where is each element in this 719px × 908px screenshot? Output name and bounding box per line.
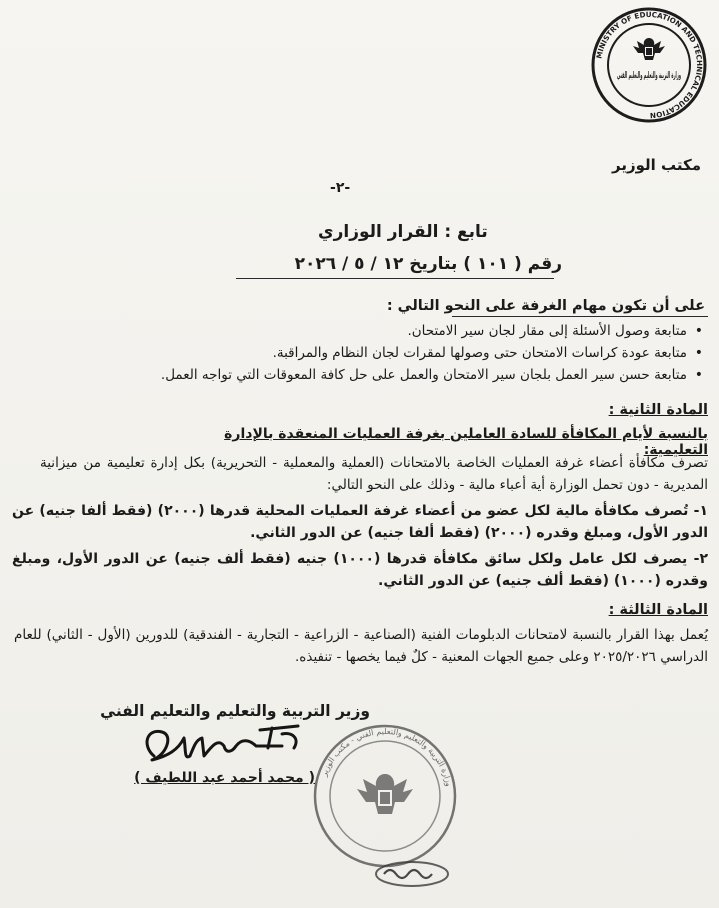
svg-text:MINISTRY OF EDUCATION AND TECH bbox=[594, 10, 704, 120]
minister-title: وزير التربية والتعليم والتعليم الفني bbox=[100, 702, 370, 720]
logo-ring-text: MINISTRY OF EDUCATION AND TECHNICAL EDUCATION bbox=[594, 9, 705, 121]
article-three-title: المادة الثالثة : bbox=[608, 602, 708, 618]
ministry-logo bbox=[590, 6, 708, 124]
decree-title: تابع : القرار الوزاري bbox=[318, 222, 488, 242]
article-two-title: المادة الثانية : bbox=[608, 402, 708, 418]
logo-arabic-text: وزارة التربية والتعليم والتعليم الفني bbox=[617, 71, 681, 81]
article-two-subtitle: بالنسبة لأيام المكافأة للسادة العاملين بغرفة العمليات المنعقدة بالإدارة التعليمية: bbox=[224, 426, 708, 458]
stamp-ring-text: وزارة التربية والتعليم والتعليم الفني - مكتب الوزير bbox=[319, 726, 454, 788]
number-underline bbox=[236, 278, 554, 279]
task-item: • متابعة وصول الأسئلة إلى مقار لجان سير الامتحان. bbox=[135, 320, 705, 342]
article-three-paragraph: يُعمل بهذا القرار بالنسبة لامتحانات الدبلومات الفنية (الصناعية - الزراعية - التجارية - الفندقية) للدورين (الأول - الثاني) للعام الدراسي ٢٠٢٥/٢٠٢٦ وعلى جميع الجهات المعنية - كلٌ فيما يخصها - تنفيذه. bbox=[14, 627, 708, 665]
reward-item-one: ١- تُصرف مكافأة مالية لكل عضو من أعضاء غرفة العمليات المحلية قدرها (٢٠٠٠) (فقط ألفا جنيه) عن الدور الأول، ومبلغ وقدره (٢٠٠٠) (فقط ألفا جنيه) عن الدور الثاني. bbox=[12, 503, 708, 541]
decree-number-date: رقم ( ١٠١ ) بتاريخ ١٢ / ٥ / ٢٠٢٦ bbox=[294, 254, 562, 274]
minister-name: ( محمد أحمد عبد اللطيف ) bbox=[134, 770, 315, 786]
tasks-list bbox=[135, 320, 705, 386]
reward-item-two: ٢- يصرف لكل عامل ولكل سائق مكافأة قدرها (١٠٠٠) جنيه (فقط ألف جنيه) عن الدور الأول، ومبلغ وقدره (١٠٠٠) (فقط ألف جنيه) عن الدور الثاني. bbox=[12, 551, 708, 589]
task-item: • متابعة عودة كراسات الامتحان حتى وصولها لمقرات لجان النظام والمراقبة. bbox=[135, 342, 705, 364]
official-stamp bbox=[300, 716, 470, 891]
page-number: -٢- bbox=[330, 180, 351, 196]
task-item: • متابعة حسن سير العمل بلجان سير الامتحان والعمل على حل كافة المعوقات التي تواجه العمل. bbox=[135, 364, 705, 386]
tasks-lead: على أن تكون مهام الغرفة على النحو التالي : bbox=[386, 298, 705, 314]
lead-underline bbox=[452, 316, 708, 317]
article-two-paragraph: تصرف مكافأة أعضاء غرفة العمليات الخاصة بالامتحانات (العملية والمعملية - التحريرية) بكل إدارة تعليمية من ميزانية المديرية - دون تحمل الوزارة أية أعباء مالية - وذلك على النحو التالي: bbox=[40, 455, 708, 493]
minister-office-label: مكتب الوزير bbox=[612, 156, 702, 174]
